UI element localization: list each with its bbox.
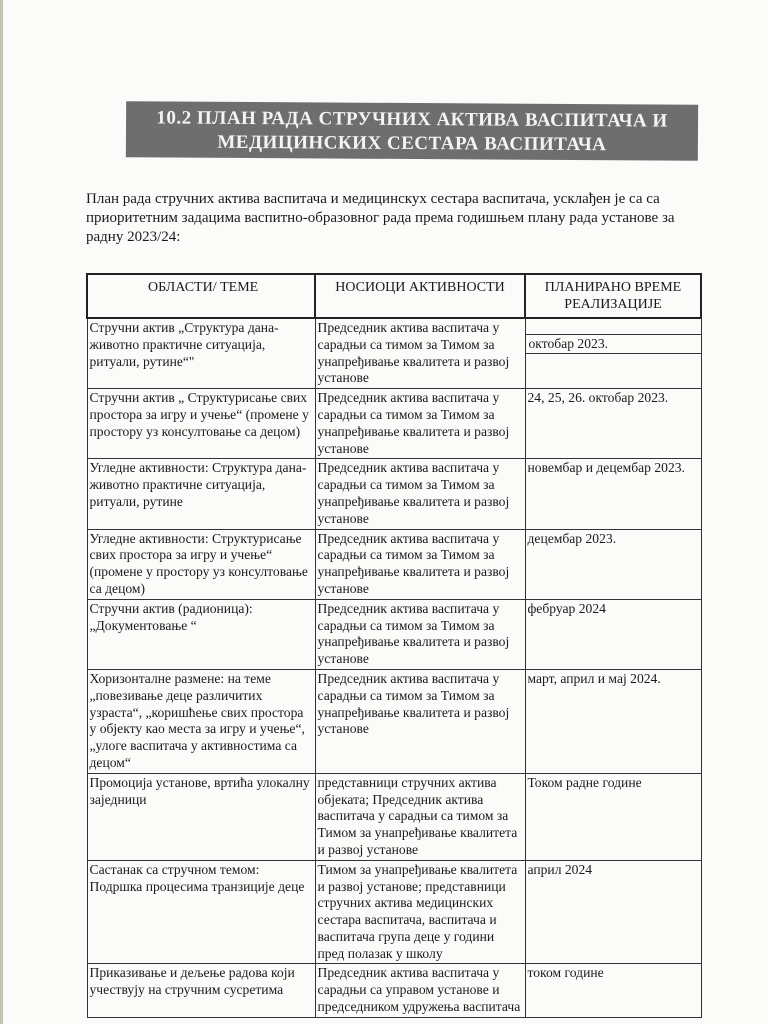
header-holders: НОСИОЦИ АКТИВНОСТИ <box>315 274 525 318</box>
row-area: Стручни актив „ Структурисање свих простора за игру и учење“ (промене у простору уз консултовање са децом) <box>87 389 315 459</box>
row-area: Приказивање и дељење радова који учествују на стручним сусретима <box>87 964 315 1017</box>
row-holders: представници стручних актива објеката; Председник актива васпитача у сарадњи са тимом за Тимом за унапређивање квалитета и развој установе <box>315 773 525 860</box>
row-holders: Председник актива васпитача у сарадњи са тимом за Тимом за унапређивање квалитета и развој установе <box>315 459 525 529</box>
header-areas: ОБЛАСТИ/ ТЕМЕ <box>87 274 315 318</box>
row-area: Састанак са стручном темом: Подршка процесима транзиције деце <box>87 860 315 964</box>
page-edge <box>0 0 3 1024</box>
row-time: април 2024 <box>525 860 701 964</box>
row-area: Промоција установе, вртића улокалну заједници <box>87 773 315 860</box>
section-title-banner <box>126 101 698 160</box>
row-time: октобар 2023. <box>526 335 701 354</box>
row-area: Стручни актив „Структура дана-животно практичне ситуација, ритуали, рутине“" <box>87 318 315 389</box>
row-time-cell <box>525 318 701 389</box>
table-row <box>87 599 701 669</box>
row-time: Током радне године <box>525 773 701 860</box>
row-area: Угледне активности: Структурисање свих простора за игру и учење“ (промене у простору уз консултовање са децом) <box>87 529 315 599</box>
table-row <box>87 459 701 529</box>
table-row <box>87 860 701 964</box>
row-time: током године <box>525 964 701 1017</box>
row-holders: Председник актива васпитача у сарадњи са тимом за Тимом за унапређивање квалитета и развој установе <box>315 389 525 459</box>
row-holders: Председник актива васпитача у сарадњи са тимом за Тимом за унапређивање квалитета и развој установе <box>315 529 525 599</box>
table-row <box>87 669 701 773</box>
table-header-row <box>87 274 701 318</box>
row-time: фебруар 2024 <box>525 599 701 669</box>
row-holders: Председник актива васпитача у сарадњи са управом установе и председником удружења васпитача <box>315 964 525 1017</box>
table-row <box>87 318 701 389</box>
row-time: новембар и децембар 2023. <box>525 459 701 529</box>
section-title-line-2: МЕДИЦИНСКИХ СЕСТАРА ВАСПИТАЧА <box>217 131 607 156</box>
row-time: 24, 25, 26. октобар 2023. <box>525 389 701 459</box>
row-area: Угледне активности: Структура дана-животно практичне ситуација, ритуали, рутине <box>87 459 315 529</box>
empty-subcell <box>526 354 701 382</box>
row-area: Стручни актив (радионица): „Документовање “ <box>87 599 315 669</box>
table-row <box>87 773 701 860</box>
table-row <box>87 529 701 599</box>
row-holders: Председник актива васпитача у сарадњи са тимом за Тимом за унапређивање квалитета и развој установе <box>315 318 525 389</box>
row-time: децембар 2023. <box>525 529 701 599</box>
table-row <box>87 389 701 459</box>
row-area: Хоризонталне размене: на теме „повезивање деце различитих узраста“, „коришћење свих простора у објекту као места за игру и учење“, „улоге васпитача у активностима са децом“ <box>87 669 315 773</box>
intro-paragraph: План рада стручних актива васпитача и медицинскух сестара васпитача, усклађен је са са приоритетним задацима васпитно-образовног рада према годишњем плану рада установе за радну 2023/24: <box>86 191 675 245</box>
row-holders: Председник актива васпитача у сарадњи са тимом за Тимом за унапређивање квалитета и развој установе <box>315 599 525 669</box>
table-row <box>87 964 701 1017</box>
row-holders: Председник актива васпитача у сарадњи са тимом за Тимом за унапређивање квалитета и развој установе <box>315 669 525 773</box>
row-holders: Тимом за унапређивање квалитета и развој установе; представници стручних актива медицинских сестара васпитача, васпитача и васпитача група деце у години пред полазак у школу <box>315 860 525 964</box>
header-time: ПЛАНИРАНО ВРЕМЕ РЕАЛИЗАЦИЈЕ <box>525 274 701 318</box>
row-time: март, април и мај 2024. <box>525 669 701 773</box>
empty-subcell <box>526 319 701 335</box>
section-title-line-1: 10.2 ПЛАН РАДА СТРУЧНИХ АКТИВА ВАСПИТАЧА И <box>156 107 668 132</box>
plan-table <box>86 273 702 1018</box>
